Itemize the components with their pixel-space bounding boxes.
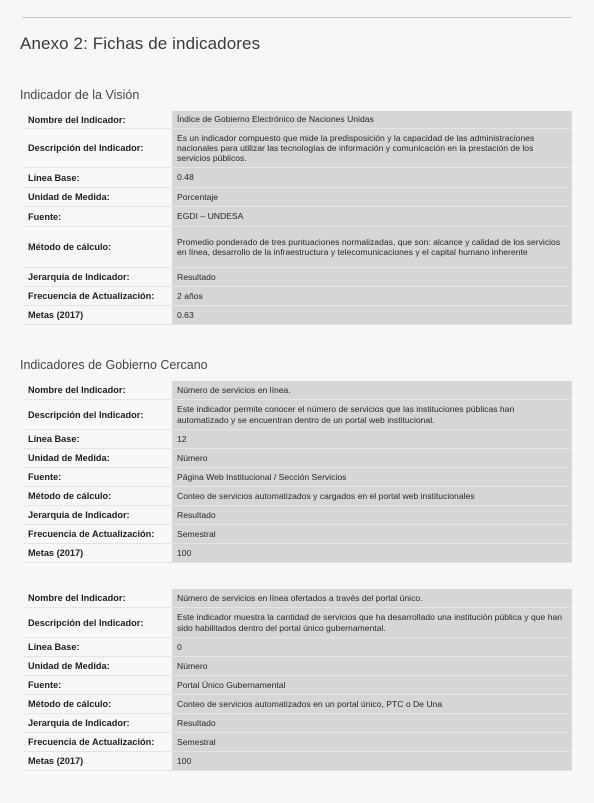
label-unidad: Unidad de Medida: (28, 453, 110, 463)
label-descripcion: Descripción del Indicador: (28, 143, 144, 153)
section-title-vision: Indicador de la Visión (20, 88, 140, 102)
value-linea-base: 12 (172, 430, 572, 448)
row-metas (24, 752, 572, 771)
label-unidad: Unidad de Medida: (28, 192, 110, 202)
row-fuente (24, 207, 572, 227)
label-frecuencia: Frecuencia de Actualización: (28, 529, 155, 539)
value-metodo: Conteo de servicios automatizados y cargados en el portal web institucionales (172, 487, 572, 505)
value-metodo: Promedio ponderado de tres puntuaciones normalizadas, que son: alcance y calidad de los servicios en línea, desarrollo de la infraestructura y telecomunicaciones y el capital humano inherente (172, 227, 572, 267)
value-metas: 100 (172, 544, 572, 562)
value-jerarquia: Resultado (172, 268, 572, 286)
value-frecuencia: Semestral (172, 525, 572, 543)
label-descripcion: Descripción del Indicador: (28, 409, 144, 420)
label-linea-base: Línea Base: (28, 434, 80, 444)
value-fuente: Portal Único Gubernamental (172, 676, 572, 694)
label-fuente: Fuente: (28, 211, 62, 222)
value-unidad: Porcentaje (172, 188, 572, 206)
row-metodo (24, 227, 572, 268)
label-metas: Metas (2017) (28, 756, 84, 766)
label-nombre: Nombre del Indicador: (28, 593, 126, 603)
label-metodo: Método de cálculo: (28, 699, 112, 709)
row-descripcion (24, 129, 572, 168)
value-linea-base: 0 (172, 638, 572, 656)
row-jerarquia (24, 714, 572, 733)
label-frecuencia: Frecuencia de Actualización: (28, 291, 155, 301)
row-fuente (24, 676, 572, 695)
value-jerarquia: Resultado (172, 714, 572, 732)
row-unidad (24, 188, 572, 207)
value-jerarquia: Resultado (172, 506, 572, 524)
value-frecuencia: Semestral (172, 733, 572, 751)
row-linea-base (24, 168, 572, 188)
value-fuente: EGDI – UNDESA (172, 207, 572, 226)
indicator-card-portal-unico (24, 589, 572, 771)
label-metas: Metas (2017) (28, 310, 84, 320)
value-linea-base: 0.48 (172, 168, 572, 187)
value-frecuencia: 2 años (172, 287, 572, 305)
top-rule (22, 17, 572, 18)
row-fuente (24, 468, 572, 487)
row-metodo (24, 487, 572, 506)
label-jerarquia: Jerarquía de Indicador: (28, 718, 130, 728)
label-unidad: Unidad de Medida: (28, 661, 110, 671)
row-frecuencia (24, 525, 572, 544)
label-fuente: Fuente: (28, 472, 62, 482)
row-jerarquia (24, 506, 572, 525)
row-descripcion (24, 400, 572, 430)
value-nombre: Índice de Gobierno Electrónico de Naciones Unidas (172, 111, 572, 128)
label-metas: Metas (2017) (28, 548, 84, 558)
row-frecuencia (24, 733, 572, 752)
row-metas (24, 544, 572, 563)
row-unidad (24, 449, 572, 468)
label-nombre: Nombre del Indicador: (28, 385, 126, 395)
value-unidad: Número (172, 449, 572, 467)
row-nombre (24, 381, 572, 400)
label-metodo: Método de cálculo: (28, 491, 112, 501)
label-linea-base: Línea Base: (28, 642, 80, 652)
row-linea-base (24, 430, 572, 449)
value-descripcion: Este indicador muestra la cantidad de servicios que ha desarrollado una institución pública y que han sido habilitados dentro del portal único gubernamental. (172, 608, 572, 637)
value-fuente: Página Web Institucional / Sección Servicios (172, 468, 572, 486)
indicator-card-servicios-en-linea (24, 381, 572, 563)
row-unidad (24, 657, 572, 676)
value-metodo: Conteo de servicios automatizados en un portal único, PTC o De Una (172, 695, 572, 713)
row-nombre (24, 589, 572, 608)
value-unidad: Número (172, 657, 572, 675)
page-title: Anexo 2: Fichas de indicadores (20, 34, 261, 53)
label-linea-base: Línea Base: (28, 172, 80, 183)
label-metodo: Método de cálculo: (28, 242, 112, 252)
label-descripcion: Descripción del Indicador: (28, 617, 144, 628)
row-linea-base (24, 638, 572, 657)
value-metas: 100 (172, 752, 572, 770)
row-metas (24, 306, 572, 325)
section-title-gobierno-cercano: Indicadores de Gobierno Cercano (20, 358, 208, 372)
value-descripcion: Es un indicador compuesto que mide la predisposición y la capacidad de las administraciones nacionales para utilizar las tecnologías de información y comunicación en la prestación de los servicios públicos. (172, 129, 572, 167)
row-nombre (24, 111, 572, 129)
label-jerarquia: Jerarquía de Indicador: (28, 272, 130, 282)
value-nombre: Número de servicios en línea ofertados a través del portal único. (172, 589, 572, 607)
label-fuente: Fuente: (28, 680, 62, 690)
row-metodo (24, 695, 572, 714)
indicator-card-vision (24, 111, 572, 325)
value-descripcion: Este indicador permite conocer el número de servicios que las instituciones públicas han automatizado y se encuentran dentro de un portal web institucional. (172, 400, 572, 429)
row-frecuencia (24, 287, 572, 306)
row-jerarquia (24, 268, 572, 287)
row-descripcion (24, 608, 572, 638)
value-nombre: Número de servicios en línea. (172, 381, 572, 399)
value-metas: 0.63 (172, 306, 572, 324)
label-jerarquia: Jerarquía de Indicador: (28, 510, 130, 520)
label-frecuencia: Frecuencia de Actualización: (28, 737, 155, 747)
label-nombre: Nombre del Indicador: (28, 114, 126, 125)
